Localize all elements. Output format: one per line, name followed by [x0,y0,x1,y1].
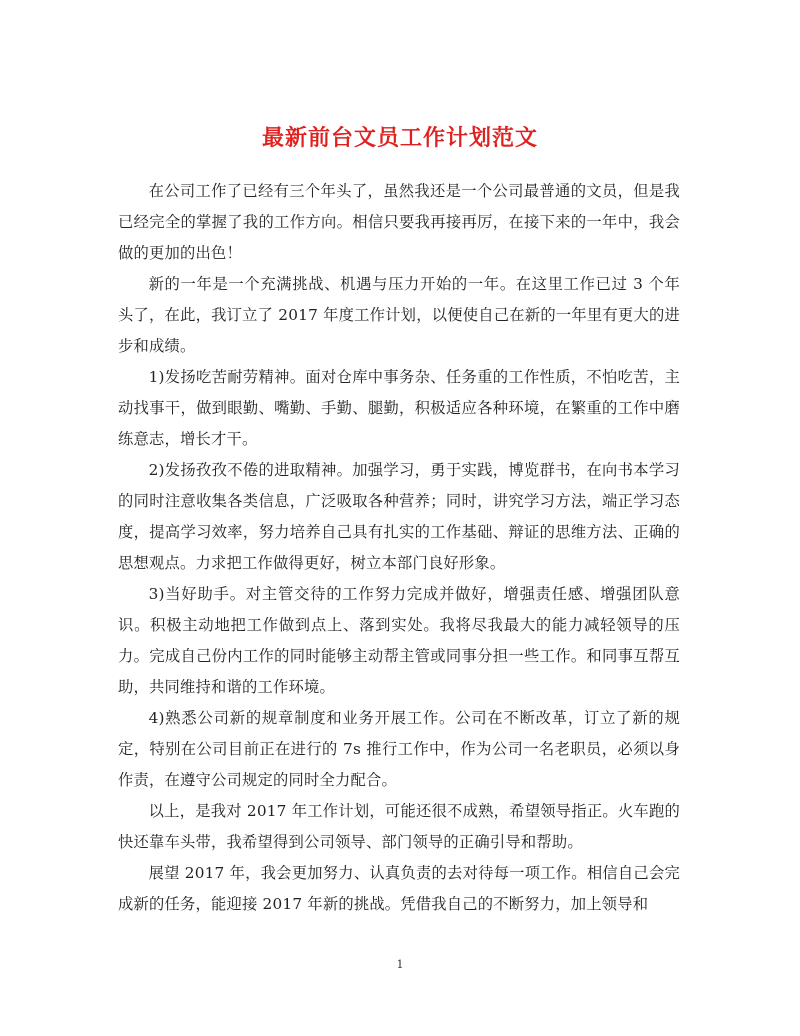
paragraph-6: 4)熟悉公司新的规章制度和业务开展工作。公司在不断改革，订立了新的规定，特别在公司目前正在进行的 7s 推行工作中，作为公司一名老职员，必须以身作责，在遵守公司规定的同时全力配合。 [118,709,680,789]
paragraph-4: 2)发扬孜孜不倦的进取精神。加强学习，勇于实践，博览群书，在向书本学习的同时注意收集各类信息，广泛吸取各种营养；同时，讲究学习方法，端正学习态度，提高学习效率，努力培养自己具有扎实的工作基础、辩证的思维方法、正确的思想观点。力求把工作做得更好，树立本部门良好形象。 [118,461,680,572]
page-number: 1 [396,958,404,971]
paragraph-8: 展望 2017 年，我会更加努力、认真负责的去对待每一项工作。相信自己会完成新的任务，能迎接 2017 年新的挑战。凭借我自己的不断努力，加上领导和 [118,864,680,913]
paragraph-7: 以上，是我对 2017 年工作计划，可能还很不成熟，希望领导指正。火车跑的快还靠车头带，我希望得到公司领导、部门领导的正确引导和帮助。 [118,802,680,851]
document-title: 最新前台文员工作计划范文 [261,124,538,151]
paragraph-5: 3)当好助手。对主管交待的工作努力完成并做好，增强责任感、增强团队意识。积极主动地把工作做到点上、落到实处。我将尽我最大的能力减轻领导的压力。完成自己份内工作的同时能够主动帮主管或同事分担一些工作。和同事互帮互助，共同维持和谐的工作环境。 [118,585,680,696]
paragraph-2: 新的一年是一个充满挑战、机遇与压力开始的一年。在这里工作已过 3 个年头了，在此，我订立了 2017 年度工作计划，以便使自己在新的一年里有更大的进步和成绩。 [118,275,680,355]
paragraph-1: 在公司工作了已经有三个年头了，虽然我还是一个公司最普通的文员，但是我已经完全的掌握了我的工作方向。相信只要我再接再厉，在接下来的一年中，我会做的更加的出色！ [118,182,680,262]
document-body [118,176,680,920]
paragraph-3: 1)发扬吃苦耐劳精神。面对仓库中事务杂、任务重的工作性质，不怕吃苦，主动找事干，做到眼勤、嘴勤、手勤、腿勤，积极适应各种环境，在繁重的工作中磨练意志，增长才干。 [118,368,680,448]
